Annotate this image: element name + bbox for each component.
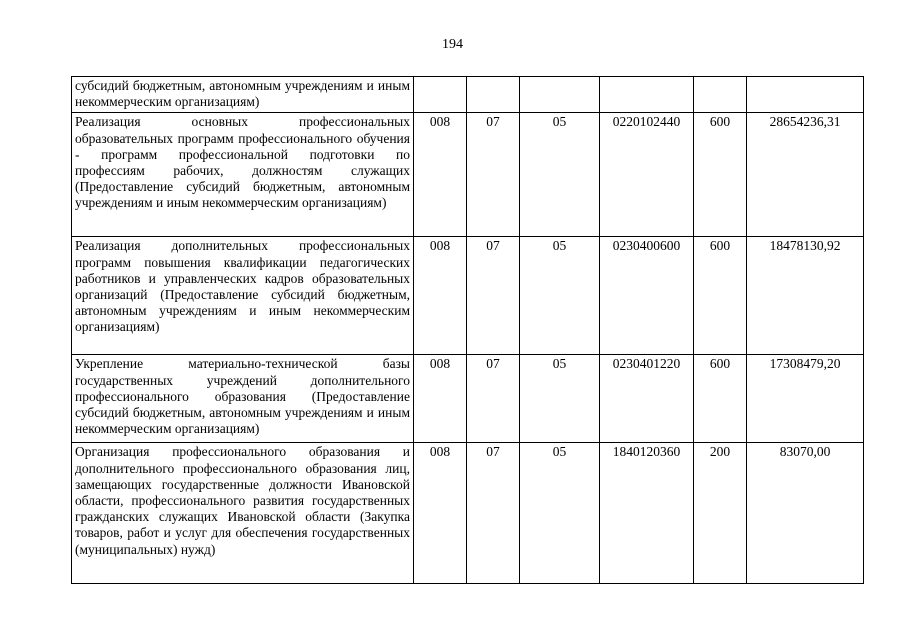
row-description: Реализация основных профессиональных образовательных программ профессионального обучения - программ профессиональной подготовки по профессиям рабочих, должностям служащих (Предоставление субсидий бюджетным, автономным учреждениям и иным некоммерческим организациям) bbox=[72, 113, 414, 237]
row-section-code: 07 bbox=[467, 113, 520, 237]
table-row bbox=[72, 355, 864, 443]
row-target-item-code bbox=[600, 77, 694, 113]
row-description: Реализация дополнительных профессиональных программ повышения квалификации педагогических работников и управленческих кадров образовательных организаций (Предоставление субсидий бюджетным, автономным учреждениям и иным некоммерческим организациям) bbox=[72, 237, 414, 355]
budget-table bbox=[71, 76, 864, 584]
table-row bbox=[72, 237, 864, 355]
row-amount: 28654236,31 bbox=[747, 113, 864, 237]
row-amount: 18478130,92 bbox=[747, 237, 864, 355]
row-ministry-code bbox=[414, 77, 467, 113]
row-section-code: 07 bbox=[467, 443, 520, 584]
row-expense-type-code: 600 bbox=[694, 113, 747, 237]
row-expense-type-code bbox=[694, 77, 747, 113]
row-subsection-code: 05 bbox=[520, 237, 600, 355]
row-target-item-code: 0230401220 bbox=[600, 355, 694, 443]
row-ministry-code: 008 bbox=[414, 443, 467, 584]
row-target-item-code: 0230400600 bbox=[600, 237, 694, 355]
row-ministry-code: 008 bbox=[414, 113, 467, 237]
row-expense-type-code: 600 bbox=[694, 237, 747, 355]
row-target-item-code: 1840120360 bbox=[600, 443, 694, 584]
row-target-item-code: 0220102440 bbox=[600, 113, 694, 237]
page-number: 194 bbox=[442, 37, 463, 52]
row-subsection-code: 05 bbox=[520, 113, 600, 237]
row-subsection-code: 05 bbox=[520, 443, 600, 584]
row-amount bbox=[747, 77, 864, 113]
row-section-code bbox=[467, 77, 520, 113]
row-amount: 83070,00 bbox=[747, 443, 864, 584]
row-subsection-code bbox=[520, 77, 600, 113]
table-row bbox=[72, 113, 864, 237]
row-description: Укрепление материально-технической базы государственных учреждений дополнительного профессионального образования (Предоставление субсидий бюджетным, автономным учреждениям и иным некоммерческим организациям) bbox=[72, 355, 414, 443]
row-ministry-code: 008 bbox=[414, 355, 467, 443]
row-amount: 17308479,20 bbox=[747, 355, 864, 443]
row-expense-type-code: 600 bbox=[694, 355, 747, 443]
row-section-code: 07 bbox=[467, 237, 520, 355]
row-subsection-code: 05 bbox=[520, 355, 600, 443]
row-expense-type-code: 200 bbox=[694, 443, 747, 584]
row-section-code: 07 bbox=[467, 355, 520, 443]
table-row bbox=[72, 77, 864, 113]
row-ministry-code: 008 bbox=[414, 237, 467, 355]
row-description: Организация профессионального образования и дополнительного профессионального образования лиц, замещающих государственные должности Ивановской области, профессионального развития государственных гражданских служащих Ивановской области (Закупка товаров, работ и услуг для обеспечения государственных (муниципальных) нужд) bbox=[72, 443, 414, 584]
row-description: субсидий бюджетным, автономным учреждениям и иным некоммерческим организациям) bbox=[72, 77, 414, 113]
table-row bbox=[72, 443, 864, 584]
